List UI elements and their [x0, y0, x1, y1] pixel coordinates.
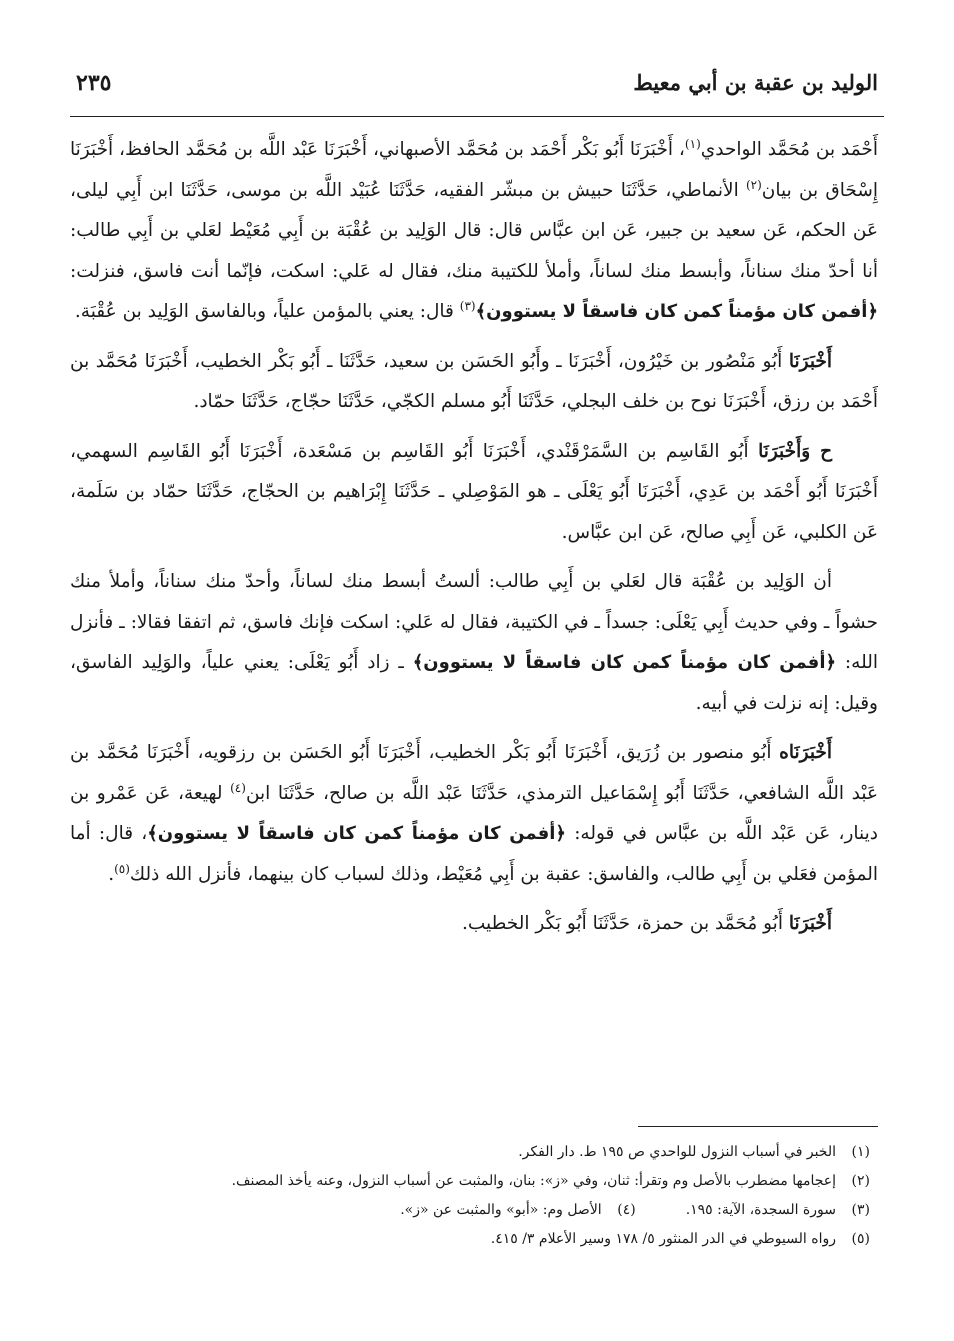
- page-number: ٢٣٥: [76, 70, 112, 96]
- footnote-number: (٣): [851, 1202, 870, 1218]
- footnotes: [80, 1138, 870, 1254]
- text-run: الأنماطي، حَدَّثَنَا حبيش بن مبشّر الفقيه، حَدَّثَنَا عُبَيْد اللَّه بن موسى، حَدَّثَنَا ابن أَبِي ليلى، عَن الحكم، عَن سعيد بن جبير، عَن ابن عبَّاس قال: قال الوَلِيد بن عُقْبَة بن أَبِي مُعَيْط لعَلي بن أَبِي طالب: أنا أحدّ منك سناناً، وأبسط منك لساناً، وأملأ للكتيبة منك، فقال له عَلي: اسكت، فإنّما أنت فاسق، فنزلت:: [70, 179, 878, 282]
- text-run: ، أَخْبَرَنَا أَبُو بَكْر أَحْمَد بن مُحَمَّد الأصبهاني، أَخْبَرَنَا عَبْد اللَّه بن مُحَمَّد الحافظ، أَخْبَرَنَا إِسْحَاق بن بيان: [70, 139, 878, 201]
- paragraph-3: [70, 432, 878, 554]
- paragraph-2: [70, 342, 878, 423]
- footnote-1: [80, 1138, 870, 1167]
- paragraph-5: [70, 733, 878, 895]
- footnote-rule: [638, 1126, 878, 1127]
- footnote-ref-4: (٤): [230, 780, 246, 795]
- footnote-5: [80, 1225, 870, 1254]
- footnote-number: (٢): [851, 1173, 870, 1189]
- paragraph-4: [70, 562, 878, 724]
- text-run: ، قال: أما المؤمن فعَلي بن أَبِي طالب، والفاسق: عقبة بن أَبِي مُعَيْط، وذلك لسباب كان بينهما، فأنزل الله ذلك: [70, 823, 878, 885]
- running-title: الوليد بن عقبة بن أبي معيط: [633, 70, 878, 95]
- isnad-keyword: ح وَأَخْبَرَنَا: [758, 440, 833, 462]
- text-run: أَبُو القَاسِم بن السَّمَرْقَنْدي، أَخْبَرَنَا أَبُو القَاسِم بن مَسْعَدة، أَخْبَرَنَا أَبُو القَاسِم السهمي، أَخْبَرَنَا أَبُو أَحْمَد بن عَدِي، أَخْبَرَنَا أَبُو يَعْلَى ـ هو المَوْصِلي ـ حَدَّثَنَا إِبْرَاهيم بن الحجّاج، حَدَّثَنَا حمّاد بن سَلَمة، عَن الكلبي، عَن أَبِي صالح، عَن ابن عبَّاس.: [70, 440, 878, 543]
- quran-verse: ﴿أفمن كان مؤمناً كمن كان فاسقاً لا يستوون﴾: [475, 301, 878, 322]
- isnad-keyword: أَخْبَرَنَا: [788, 350, 832, 372]
- text-run: أَبُو مَنْصُور بن خَيْرُون، أَخْبَرَنَا ـ وأَبُو الحَسَن بن سعيد، حَدَّثَنَا ـ أَبُو بَكْر الخطيب، أَخْبَرَنَا مُحَمَّد بن أَحْمَد بن رزق، أَخْبَرَنَا نوح بن خلف البجلي، حَدَّثَنَا أَبُو مسلم الكجّي، حَدَّثَنَا حجّاج، حَدَّثَنَا حمّاد.: [70, 350, 878, 412]
- text-run: .: [108, 863, 115, 885]
- text-run: لهيعة، عَن عَمْرو بن دينار، عَن عَبْد اللَّه بن عبَّاس في قوله:: [70, 782, 878, 844]
- footnote-number: (٥): [851, 1231, 870, 1247]
- footnote-text: إعجامها مضطرب بالأصل وم وتقرأ: ثنان، وفي «ز»: بنان، والمثبت عن أسباب النزول، وعنه يأخذ المصنف.: [231, 1173, 836, 1189]
- footnote-number: (١): [851, 1144, 870, 1160]
- quran-verse: ﴿أفمن كان مؤمناً كمن كان فاسقاً لا يستوون﴾: [412, 652, 837, 673]
- text-run: أَبُو مُحَمَّد بن حمزة، حَدَّثَنَا أَبُو بَكْر الخطيب.: [462, 913, 789, 934]
- text-run: أَحْمَد بن مُحَمَّد الواحدي: [700, 139, 879, 160]
- footnote-3-4: [80, 1196, 870, 1225]
- footnote-number: (٤): [617, 1202, 636, 1218]
- paragraph-6: [70, 904, 878, 945]
- text-run: أن الوَلِيد بن عُقْبَة قال لعَلي بن أَبِي طالب: ألستُ أبسط منك لساناً، وأحدّ منك سناناً، وأملأ منك حشواً ـ وفي حديث أَبِي يَعْلَى: جسداً ـ في الكتيبة، فقال له عَلي: اسكت فإنك فاسق، ثم اتفقا فقالا: ـ فأنزل الله:: [70, 571, 878, 673]
- footnote-ref-1: (١): [684, 136, 701, 151]
- footnote-ref-5: (٥): [114, 861, 130, 876]
- main-text: [70, 130, 878, 954]
- isnad-keyword: أَخْبَرَنَاه: [779, 742, 832, 763]
- header-rule: [70, 116, 884, 117]
- text-run: ـ زاد أَبُو يَعْلَى: يعني علياً، والوَلِيد الفاسق، وقيل: إنه نزلت في أبيه.: [70, 652, 878, 714]
- quran-verse: ﴿أفمن كان مؤمناً كمن كان فاسقاً لا يستوون﴾: [147, 823, 566, 844]
- footnote-text: سورة السجدة، الآية: ١٩٥.: [685, 1202, 836, 1218]
- footnote-ref-3: (٣): [459, 298, 476, 313]
- text-run: قال: يعني بالمؤمن علياً، وبالفاسق الوَلِيد بن عُقْبَة.: [74, 301, 460, 322]
- footnote-text: رواه السيوطي في الدر المنثور ٥/ ١٧٨ وسير الأعلام ٣/ ٤١٥.: [490, 1231, 836, 1247]
- text-run: أَبُو منصور بن زُرَيق، أَخْبَرَنَا أَبُو بَكْر الخطيب، أَخْبَرَنَا أَبُو الحَسَن بن رزقويه، أَخْبَرَنَا مُحَمَّد بن عَبْد اللَّه الشافعي، حَدَّثَنَا أَبُو إِسْمَاعيل الترمذي، حَدَّثَنَا عَبْد اللَّه بن صالح، حَدَّثَنَا ابن: [70, 742, 878, 804]
- footnote-text: الأصل وم: «أبو» والمثبت عن «ز».: [400, 1202, 602, 1218]
- footnote-ref-2: (٢): [745, 177, 762, 192]
- footnote-2: [80, 1167, 870, 1196]
- paragraph-1: [70, 130, 878, 333]
- isnad-keyword: أَخْبَرَنَا: [788, 913, 832, 934]
- footnote-text: الخبر في أسباب النزول للواحدي ص ١٩٥ ط. دار الفكر.: [518, 1144, 836, 1160]
